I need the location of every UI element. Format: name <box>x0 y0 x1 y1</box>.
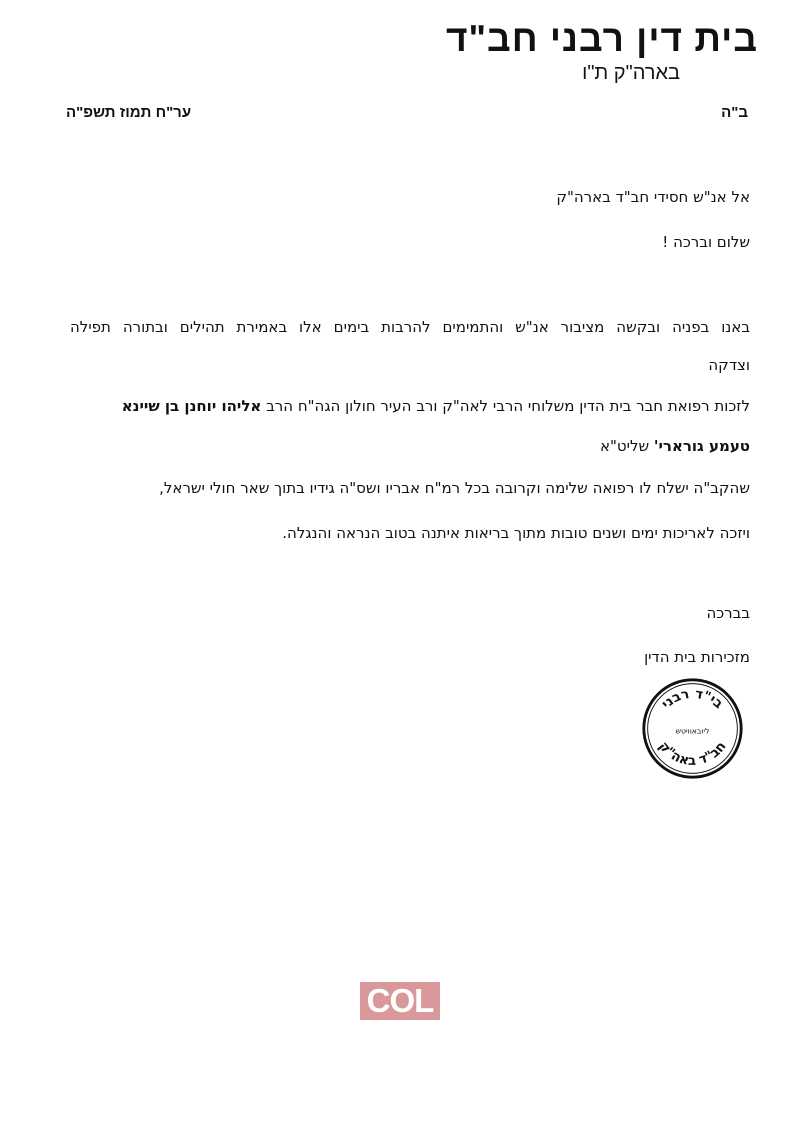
body-paragraph-1-line-1: באנו בפניה ובקשה מציבור אנ"ש והתמימים להרבות בימים אלו באמירת תהילים ובתורה תפילה <box>70 318 750 336</box>
signature-line: מזכירות בית הדין <box>644 648 750 666</box>
letter-address: אל אנ"ש חסידי חב"ד בארה"ק <box>556 188 750 206</box>
body-paragraph-1-line-2: וצדקה <box>708 356 750 374</box>
col-logo <box>360 982 440 1020</box>
patient-name-part-1: אליהו יוחנן בן שיינא <box>121 397 262 415</box>
organization-subtitle: בארה"ק ת"ו <box>582 62 680 84</box>
stamp-bottom-text: חב"ד באה"ק <box>655 739 730 769</box>
paragraph-2-suffix: שליט"א <box>599 437 654 455</box>
body-paragraph-4: ויזכה לאריכות ימים ושנים טובות מתוך בריאות איתנה בטוב הנראה והנגלה. <box>282 524 750 542</box>
organization-title: בית דין רבני חב"ד <box>445 18 758 59</box>
patient-name-part-2: טעמע גורארי' <box>653 437 750 455</box>
letter-greeting: שלום וברכה ! <box>662 233 750 251</box>
stamp-middle-text: ליובאוויטש <box>675 726 710 736</box>
svg-text:חב"ד באה"ק <box>655 739 729 769</box>
closing-blessing: בברכה <box>706 604 750 622</box>
col-logo-text: COL <box>366 982 434 1019</box>
body-paragraph-2-line-2 <box>600 437 750 455</box>
body-paragraph-2-line-1 <box>122 397 750 415</box>
paragraph-2-text: לזכות רפואת חבר בית הדין משלוחי הרבי לאה"ק ורב העיר חולון הגה"ח הרב <box>261 397 750 415</box>
stamp-top-text: בי"ד רבני <box>659 686 726 713</box>
body-paragraph-3: שהקב"ה ישלח לו רפואה שלימה וקרובה בכל רמ"ח אבריו ושס"ה גידיו בתוך שאר חולי ישראל, <box>159 479 750 497</box>
bh-marking: ב"ה <box>721 104 748 121</box>
letter-date: ער"ח תמוז תשפ"ה <box>66 104 192 121</box>
court-stamp-icon <box>640 676 745 781</box>
